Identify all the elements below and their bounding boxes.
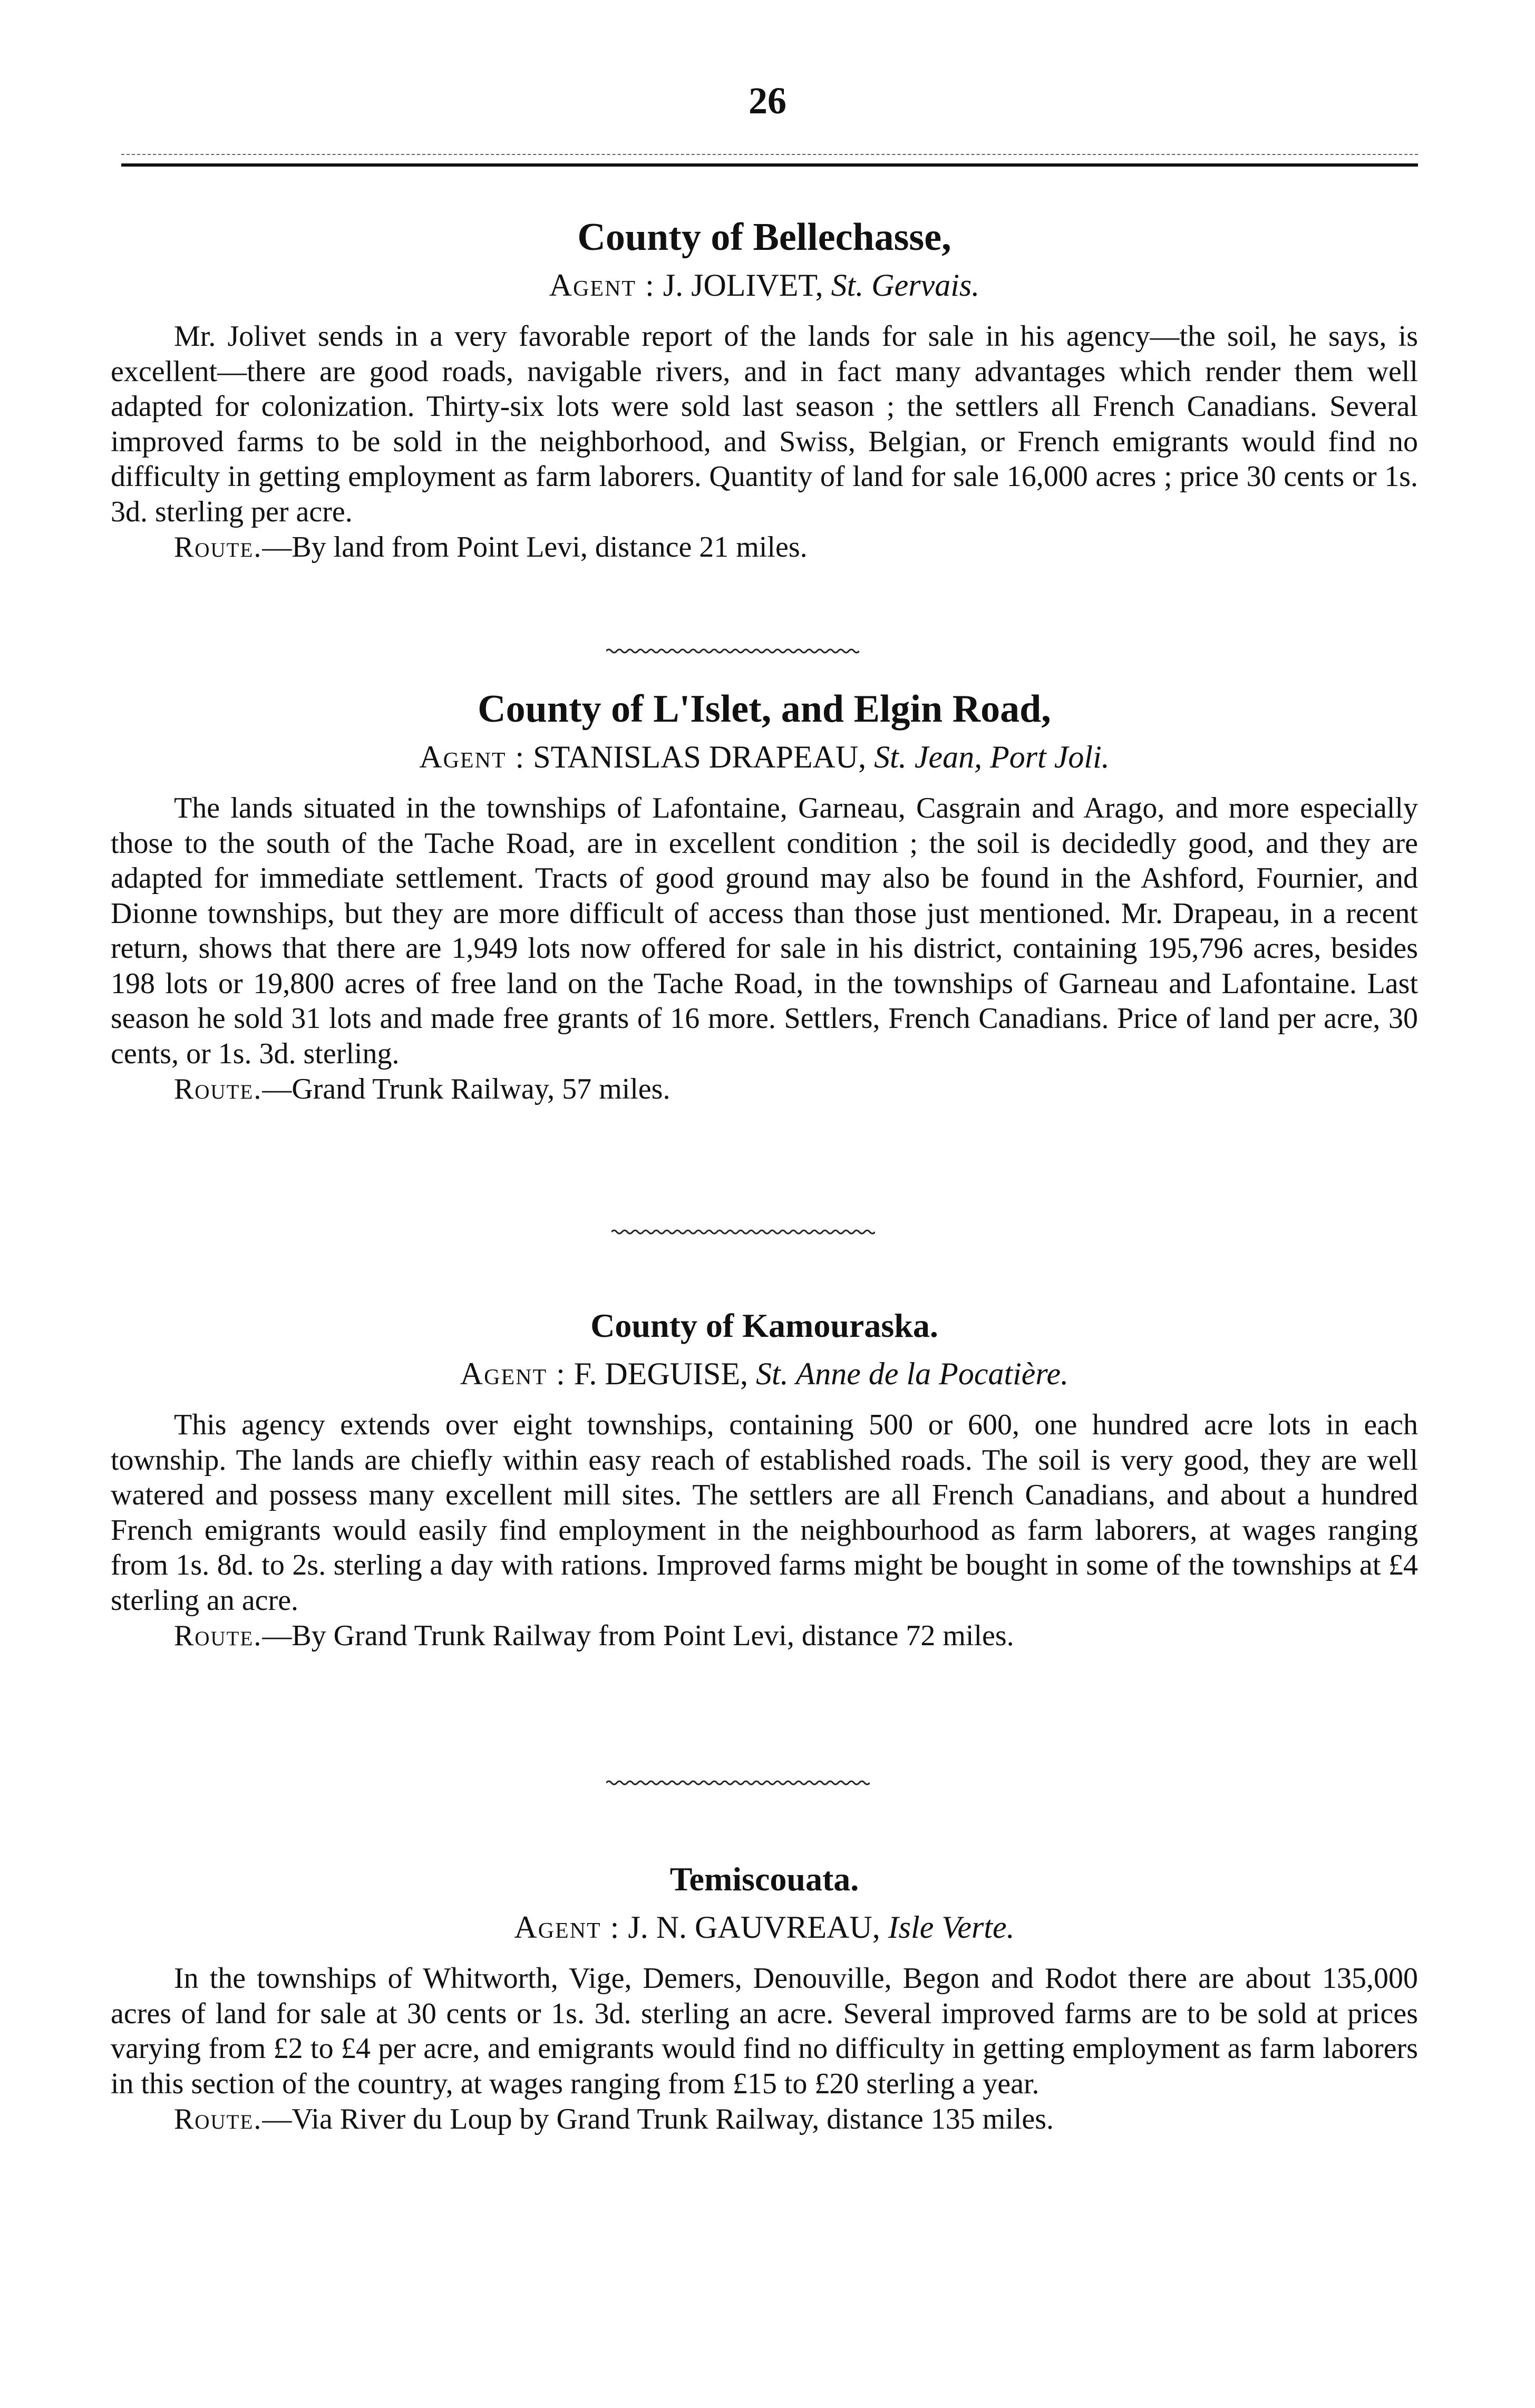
agent-line [111, 736, 1418, 778]
route-line [111, 2101, 1418, 2137]
section-title: Temiscouata. [669, 1860, 859, 1898]
agent-name: J. N. GAUVREAU, [628, 1910, 880, 1945]
agent-line [111, 1906, 1418, 1948]
wavy-divider [606, 1779, 870, 1786]
section-paragraph: Mr. Jolivet sends in a very favorable report of the lands for sale in his agency—the soil, he says, is excellent—there are good roads, navigable rivers, and in fact many advantages which render them well adapted for colonization. Thirty-six lots were sold last season ; the settlers all French Canadians. Several improved farms to be sold in the neighborhood, and Swiss, Belgian, or French emigrants would find no difficulty in getting employment as farm laborers. Quantity of land for sale 16,000 acres ; price 30 cents or 1s. 3d. sterling per acre. [111, 320, 1418, 528]
agent-name: STANISLAS DRAPEAU, [533, 740, 867, 774]
agent-location: St. Anne de la Pocatière. [756, 1356, 1069, 1391]
route-line [111, 1618, 1418, 1654]
route-text: —Grand Trunk Railway, 57 miles. [262, 1073, 671, 1105]
agent-label: Agent : [460, 1356, 566, 1391]
section-title: County of L'Islet, and Elgin Road, [478, 687, 1051, 731]
route-label: Route. [174, 1073, 263, 1105]
section-kamouraska [111, 1302, 1418, 1654]
wavy-divider [606, 647, 859, 655]
route-text: —Via River du Loup by Grand Trunk Railway, distance 135 miles. [262, 2103, 1054, 2135]
section-temiscouata [111, 1856, 1418, 2137]
route-text: —By land from Point Levi, distance 21 miles. [262, 531, 808, 564]
route-line [111, 529, 1418, 565]
section-paragraph: The lands situated in the townships of Lafontaine, Garneau, Casgrain and Arago, and more especially those to the south of the Tache Road, are in excellent condition ; the soil is decidedly good, and they are adapted for immediate settlement. Tracts of good ground may also be found in the Ashford, Fournier, and Dionne townships, but they are more difficult of access than those just mentioned. Mr. Drapeau, in a recent return, shows that there are 1,949 lots now offered for sale in his district, containing 195,796 acres, besides 198 lots or 19,800 acres of free land on the Tache Road, in the townships of Garneau and Lafontaine. Last season he sold 31 lots and made free grants of 16 more. Settlers, French Canadians. Price of land per acre, 30 cents, or 1s. 3d. sterling. [111, 792, 1418, 1070]
header-rule-dashed [121, 154, 1418, 155]
agent-location: Isle Verte. [888, 1910, 1015, 1945]
section-lislet [111, 685, 1418, 1107]
section-paragraph: This agency extends over eight townships, containing 500 or 600, one hundred acre lots in each township. The lands are chiefly within easy reach of established roads. The soil is very good, they are well watered and possess many excellent mill sites. The settlers are all French Canadians, and about a hundred French emigrants would easily find employment in the neighbourhood as farm laborers, at wages ranging from 1s. 8d. to 2s. sterling a day with rations. Improved farms might be bought in some of the townships at £4 sterling an acre. [111, 1409, 1418, 1617]
agent-label: Agent : [514, 1910, 620, 1945]
page-number: 26 [749, 80, 786, 122]
section-title: County of Bellechasse, [577, 216, 951, 259]
route-label: Route. [174, 2103, 263, 2135]
header-rule [121, 163, 1418, 167]
section-title: County of Kamouraska. [590, 1307, 938, 1344]
agent-name: F. DEGUISE, [574, 1356, 748, 1391]
section-bellechasse [111, 213, 1418, 565]
agent-line [111, 1353, 1418, 1395]
route-line [111, 1071, 1418, 1107]
agent-line [111, 264, 1418, 306]
agent-label: Agent : [549, 268, 655, 303]
agent-location: St. Jean, Port Joli. [874, 740, 1110, 774]
wavy-divider [611, 1228, 875, 1236]
route-label: Route. [174, 1619, 263, 1652]
agent-name: J. JOLIVET, [663, 268, 823, 303]
section-paragraph: In the townships of Whitworth, Vige, Demers, Denouville, Begon and Rodot there are about 135,000 acres of land for sale at 30 cents or 1s. 3d. sterling an acre. Several improved farms are to be sold at prices varying from £2 to £4 per acre, and emigrants would find no difficulty in getting employment as farm laborers in this section of the country, at wages ranging from £15 to £20 sterling a year. [111, 1962, 1418, 2100]
route-text: —By Grand Trunk Railway from Point Levi, distance 72 miles. [262, 1619, 1014, 1652]
agent-location: St. Gervais. [831, 268, 980, 303]
agent-label: Agent : [419, 740, 526, 774]
route-label: Route. [174, 531, 263, 564]
